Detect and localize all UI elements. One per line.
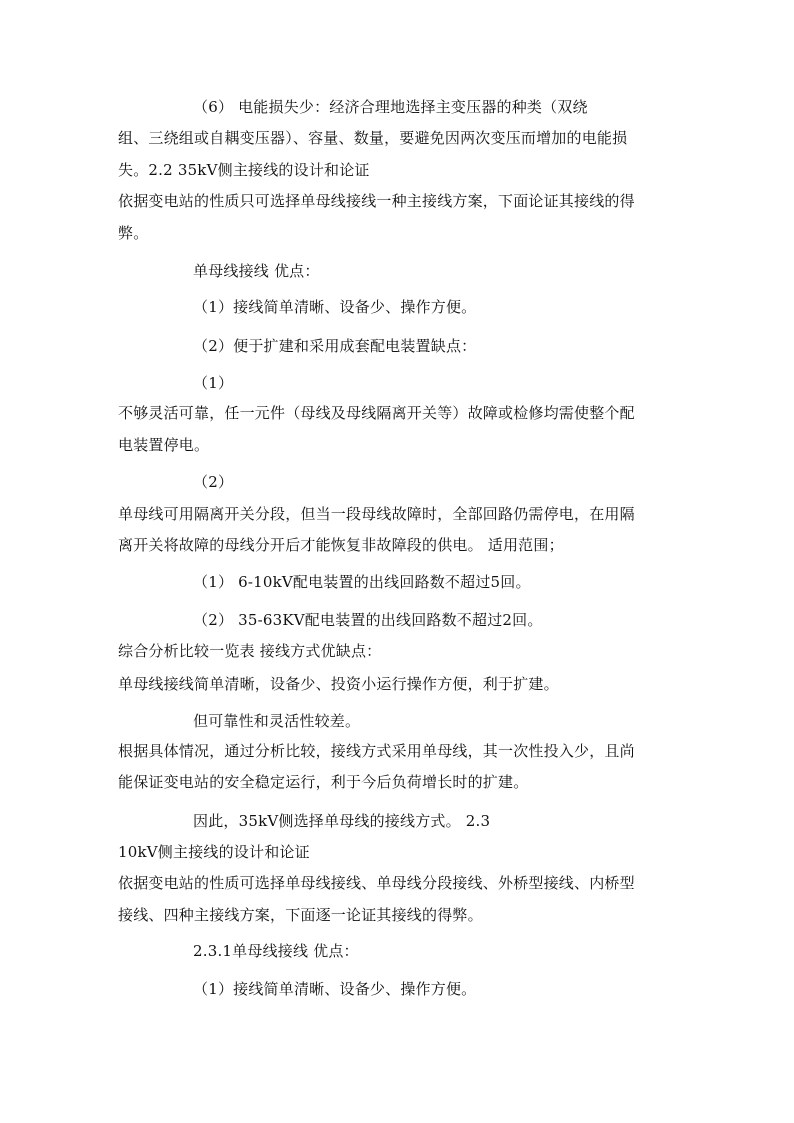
- text-line: 接线、四种主接线方案，下面逐一论证其接线的得弊。: [118, 906, 483, 924]
- list-item: （1）: [193, 374, 234, 392]
- text-line: 依据变电站的性质只可选择单母线接线一种主接线方案，下面论证其接线的得: [118, 192, 635, 210]
- text-line: 综合分析比较一览表 接线方式优缺点：: [118, 642, 382, 660]
- text-line: 依据变电站的性质可选择单母线接线、单母线分段接线、外桥型接线、内桥型: [118, 874, 635, 892]
- list-item: （1）接线简单清晰、设备少、操作方便。: [193, 980, 477, 998]
- text-line: 单母线可用隔离开关分段，但当一段母线故障时，全部回路仍需停电，在用隔: [118, 505, 635, 523]
- section-heading: 单母线接线 优点：: [193, 262, 320, 280]
- text-line: 组、三绕组或自耦变压器）、容量、数量，要避免因两次变压而增加的电能损: [118, 129, 628, 147]
- list-item: （2） 35-63KV配电装置的出线回路数不超过2回。: [193, 611, 543, 629]
- list-item: （2）: [193, 473, 234, 491]
- text-line: 单母线接线简单清晰，设备少、投资小运行操作方便，利于扩建。: [118, 675, 559, 693]
- text-line: 因此，35kV侧选择单母线的接线方式。 2.3: [193, 812, 491, 830]
- list-item: （1）接线简单清晰、设备少、操作方便。: [193, 298, 477, 316]
- list-item: （2）便于扩建和采用成套配电装置缺点：: [193, 337, 477, 355]
- section-heading: 2.3.1单母线接线 优点：: [193, 942, 359, 960]
- text-line: 弊。: [118, 224, 149, 242]
- text-line: 根据具体情况，通过分析比较，接线方式采用单母线，其一次性投入少，且尚: [118, 742, 635, 760]
- text-line: 但可靠性和灵活性较差。: [193, 712, 361, 730]
- section-heading: 10kV侧主接线的设计和论证: [118, 843, 310, 861]
- list-item: （1） 6-10kV配电装置的出线回路数不超过5回。: [193, 573, 531, 591]
- text-line: （6） 电能损失少：经济合理地选择主变压器的种类（双绕: [193, 98, 588, 116]
- text-line: 失。2.2 35kV侧主接线的设计和论证: [118, 161, 370, 179]
- text-line: 离开关将故障的母线分开后才能恢复非故障段的供电。 适用范围；: [118, 536, 564, 554]
- text-line: 能保证变电站的安全稳定运行，利于今后负荷增长时的扩建。: [118, 773, 529, 791]
- text-line: 电装置停电。: [118, 436, 210, 454]
- text-line: 不够灵活可靠，任一元件（母线及母线隔离开关等）故障或检修均需使整个配: [118, 404, 635, 422]
